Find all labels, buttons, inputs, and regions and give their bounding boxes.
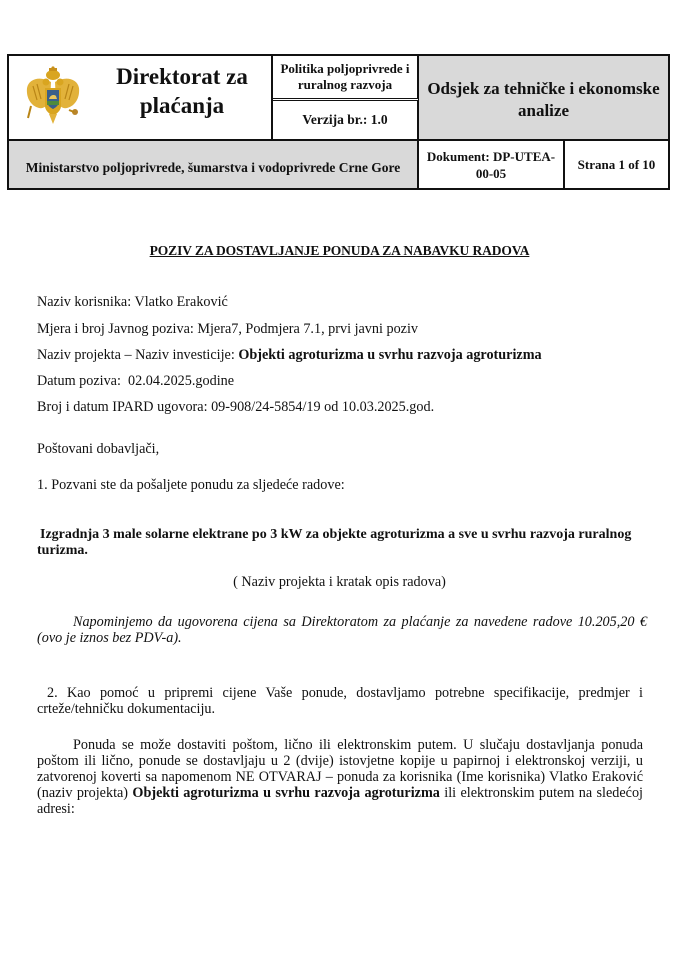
delivery-text-part2: ili elektronskim putem na sledećoj adresi:: [37, 785, 644, 817]
montenegro-coat-of-arms-icon: [23, 66, 83, 128]
item-1: 1. Pozvani ste da pošaljete ponudu za sljedeće radove:: [37, 477, 345, 493]
price-note: Napominjemo da ugovorena cijena sa Direktoratom za plaćanje za navedene radove 10.205,20 € (ovo je iznos bez PDV-a).: [37, 614, 647, 646]
header-title-cell: [9, 56, 273, 141]
field-label: Broj i datum IPARD ugovora:: [37, 399, 208, 415]
field-value: 02.04.2025.godine: [128, 373, 235, 389]
ministry-cell: [9, 141, 419, 188]
field-ipard-contract: [37, 399, 434, 416]
department-label: Odsjek za tehničke i ekonomske analize: [427, 78, 660, 120]
works-caption: ( Naziv projekta i kratak opis radova): [233, 574, 446, 590]
policy-label: Politika poljoprivrede i ruralnog razvoja: [280, 61, 410, 92]
field-label: Mjera i broj Javnog poziva:: [37, 321, 194, 337]
document-code: Dokument: DP-UTEA-00-05: [426, 148, 556, 181]
field-measure: [37, 321, 418, 338]
field-value: 09-908/24-5854/19 od 10.03.2025.god.: [211, 399, 435, 415]
delivery-text-part1: Ponuda se može dostaviti poštom, lično ili elektronskim putem. U slučaju dostavljanja ponuda poštom ili lično, ponude se dostavljaju u 2 (dvije) istovjetne kopije u papirnoj i elektronskoj verziji, u zatvorenoj koverti sa napomenom NE OTVARAJ – ponuda za korisnika (Ime korisnika) Vlatko Eraković (naziv projekta): [37, 737, 643, 801]
field-value: Objekti agroturizma u svrhu razvoja agroturizma: [238, 347, 542, 363]
delivery-instructions: [37, 737, 643, 817]
document-header-table: [7, 54, 670, 190]
field-project: [37, 347, 542, 364]
works-description: Izgradnja 3 male solarne elektrane po 3 kW za objekte agroturizma a sve u svrhu razvoja ruralnog turizma.: [37, 527, 632, 558]
document-code-cell: [419, 141, 565, 188]
department-cell: [419, 56, 668, 141]
page-indicator-cell: [565, 141, 668, 188]
field-label: Naziv korisnika:: [37, 294, 132, 310]
item-2: 2. Kao pomoć u pripremi cijene Vaše ponude, dostavljamo potrebne specifikacije, predmjer i crteže/tehničku dokumentaciju.: [37, 685, 643, 717]
document-title: POZIV ZA DOSTAVLJANJE PONUDA ZA NABAVKU RADOVA: [149, 243, 530, 258]
version-label: Verzija br.: 1.0: [302, 112, 388, 127]
field-label: Datum poziva:: [37, 373, 121, 389]
field-beneficiary: [37, 294, 228, 311]
policy-cell: [273, 56, 419, 101]
field-date: [37, 373, 234, 390]
greeting: Poštovani dobavljači,: [37, 441, 160, 457]
organization-title: Direktorat za plaćanja: [116, 64, 248, 118]
version-cell: [273, 101, 419, 141]
delivery-project-name: Objekti agroturizma u svrhu razvoja agroturizma: [132, 785, 440, 801]
field-label: Naziv projekta – Naziv investicije:: [37, 347, 235, 363]
page-indicator: Strana 1 of 10: [577, 156, 656, 172]
field-value: Vlatko Eraković: [134, 294, 228, 310]
ministry-label: Ministarstvo poljoprivrede, šumarstva i vodoprivrede Crne Gore: [25, 159, 401, 175]
field-value: Mjera7, Podmjera 7.1, prvi javni poziv: [197, 321, 419, 337]
